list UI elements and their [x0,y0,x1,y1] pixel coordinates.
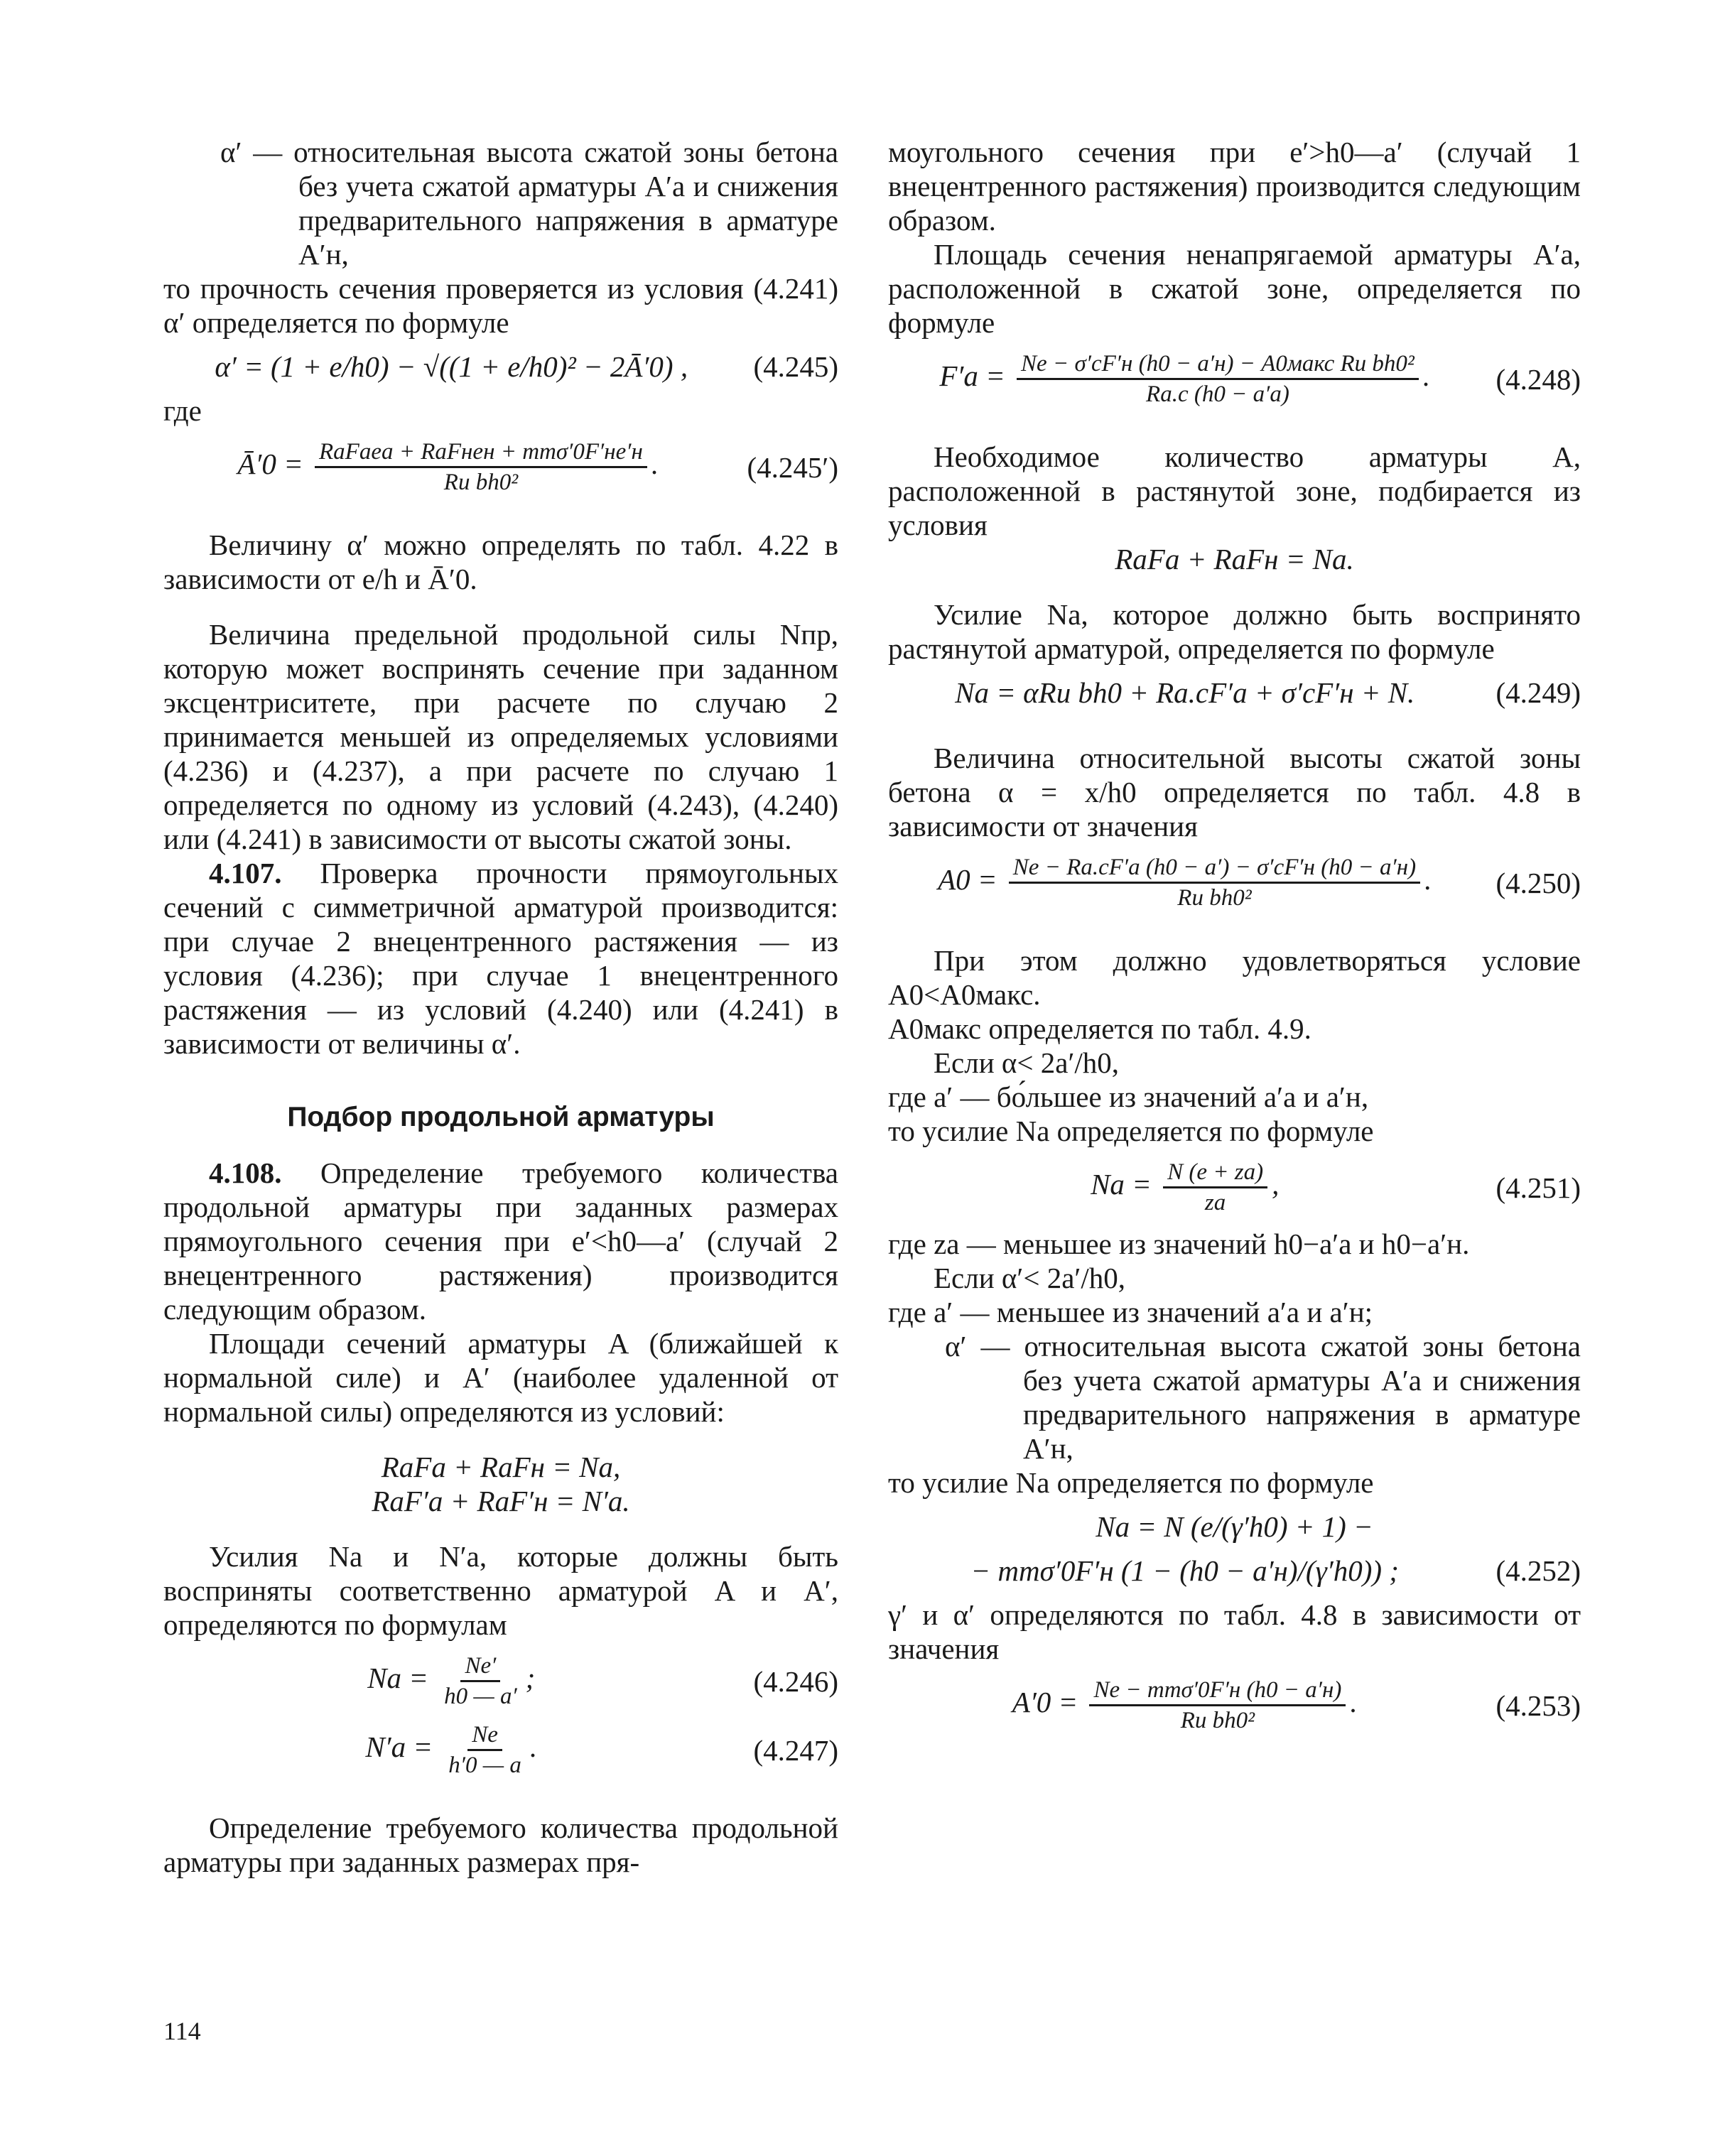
equation-4-252 [888,1554,1581,1588]
equation-4-245 [163,350,838,384]
formula-lhs: A′0 = [1012,1685,1078,1718]
equation-4-246: Nа = $\frac{Ne'}{h0 — a'}$ ; (4.246) [367,1653,838,1709]
paragraph: Усилия Nа и N′а, которые должны быть восприняты соответственно арматурой A и A′, определяются по формулам [163,1540,838,1641]
paragraph: Определение требуемого количества продольной арматуры при заданных размерах пря- [163,1811,838,1878]
equation-4-250: A0 = $\frac{Ne - Rа.сF'а (h0 - a') - \sigma'cF'н (h0 - a'н)}{\text{Rи bh0²}}$ . (4.250) [938,855,1581,911]
paragraph: где a′ — меньшее из значений a′а и a′н; [888,1296,1373,1328]
equation-number: (4.252) [1495,1554,1581,1587]
fraction [1017,350,1419,408]
equation-4-252-line1: Nа = N (e/(γ′h0) + 1) − [1096,1510,1373,1543]
numerator: Ne [467,1721,502,1751]
system-eq-2: RаF′а + RаF′н = N′а. [372,1485,630,1517]
formula-lhs: Nа = [1091,1167,1152,1201]
equation-number: (4.253) [1495,1689,1581,1722]
numerator: N (e + zа) [1163,1158,1267,1188]
equation-number: (4.249) [1495,676,1581,709]
fraction [444,1721,526,1779]
formula-lhs: Ā′0 = [237,447,303,480]
formula: − mтσ′0F′н (1 − (h0 − a′н)/(γ′h0)) ; [970,1554,1399,1587]
numerator: Ne − σ′cF′н (h0 − a′н) − A0макс Rи bh0² [1017,350,1419,380]
denominator: h′0 — a [448,1753,521,1778]
denominator: zа [1204,1190,1226,1215]
formula-lhs: Nа = [367,1661,428,1694]
equation-4-247: N′а = $\frac{Ne}{h'0 — a}$ . (4.247) [365,1722,838,1778]
equation-number: (4.251) [1495,1171,1581,1204]
left-column [163,135,838,1879]
paragraph: моугольного сечения при e′>h0—a′ (случай 1 внецентренного растяжения) производится следующим образом. [888,136,1581,237]
formula: α′ = (1 + e/h0) − √((1 + e/h0)² − 2Ā′0) , [215,350,688,383]
equation-number: (4.248) [1495,362,1581,396]
equation-4-248: F′а = $\frac{\text{Ne − σ′cF′н (h0 − a′н) − A0макс Rи bh0²}}{Rа.с (h0 - a'а)}$ . (4.248) [939,351,1581,407]
formula: Nа = αRи bh0 + Rа.сF′а + σ′cF′н + N. [955,676,1415,709]
page-number: 114 [163,2017,201,2045]
paragraph: Если α< 2a′/h0, [934,1046,1120,1079]
section-4-108: 4.108. Определение требуемого количества продольной арматуры при заданных размерах прямоугольного сечения при e′<h0—a′ (случай 2 внецентренного растяжения) производится следующим образом. [163,1156,838,1326]
paragraph: Усилие Nа, которое должно быть воспринято растянутой арматурой, определяется по формуле [888,598,1581,665]
paragraph: Величину α′ можно определять по табл. 4.22 в зависимости от e/h и Ā′0. [163,529,838,595]
alpha-definition: α′ — относительная высота сжатой зоны бетона без учета сжатой арматуры A′а и снижения предварительного напряжения в арматуре A′н, [220,136,838,271]
system-eq-1: RаFа + RаFн = Nа, [381,1451,621,1483]
equation-number: (4.245′) [747,450,838,484]
denominator: Rи bh0² [1180,1708,1255,1733]
formula-lhs: N′а = [365,1730,433,1763]
numerator: RаFаeа + RаFнeн + mтσ′0F′нe′н [315,438,647,468]
equation-4-253: A′0 = $\frac{\text{Ne − mтσ′0F′н (h0 − a′н)}}{\text{Rи bh0²}}$ . (4.253) [1012,1677,1581,1733]
alpha-definition: α′ — относительная высота сжатой зоны бетона без учета сжатой арматуры A′а и снижения предварительного напряжения в арматуре A′н, [945,1330,1581,1465]
section-number: 4.108. [209,1156,282,1189]
paragraph: γ′ и α′ определяются по табл. 4.8 в зависимости от значения [888,1598,1581,1665]
equation-4-245-prime: Ā′0 = $\frac{\text{RаFаeа + RаFнeн + mтσ′0F′нe′н}}{\text{Rи bh0²}}$ . (4.245′) [237,439,838,495]
numerator: Ne − Rа.сF′а (h0 − a′) − σ′cF′н (h0 − a′н) [1009,853,1420,884]
where-label: где [163,394,202,427]
paragraph: Необходимое количество арматуры A, расположенной в растянутой зоне, подбирается из условия [888,440,1581,541]
equation-number: (4.246) [753,1664,838,1698]
equation-number: (4.250) [1495,866,1581,899]
section-number: 4.107. [209,857,282,889]
paragraph: то усилие Nа определяется по формуле [888,1466,1374,1499]
paragraph: A0макс определяется по табл. 4.9. [888,1012,1311,1045]
paragraph: где zа — меньшее из значений h0−a′а и h0−a′н. [888,1228,1470,1260]
denominator: Rи bh0² [443,470,519,495]
paragraph: Величина относительной высоты сжатой зоны бетона α = x/h0 определяется по табл. 4.8 в зависимости от значения [888,742,1581,843]
fraction [440,1652,521,1711]
equation-4-249 [888,676,1581,710]
equation-number: (4.245) [753,350,838,383]
numerator: Ne′ [460,1652,500,1682]
paragraph: Если α′< 2a′/h0, [934,1262,1126,1294]
right-column [888,135,1581,1745]
denominator: Rи bh0² [1177,885,1252,911]
numerator: Ne − mтσ′0F′н (h0 − a′н) [1089,1676,1346,1706]
paragraph: Величина предельной продольной силы Nпр, которую может воспринять сечение при заданном эксцентриситете, при расчете по случаю 2 принимается меньшей из определяемых условиями (4.236) и (4.237), а при расчете по случаю 1 определяется по одному из условий (4.243), (4.240) или (4.241) в зависимости от высоты сжатой зоны. [163,618,838,855]
system-eq: RаFа + RаFн = Nа. [1115,543,1354,575]
fraction [1163,1158,1267,1217]
fraction [315,438,647,497]
section-4-107: 4.107. Проверка прочности прямоугольных сечений с симметричной арматурой производится: при случае 2 внецентренного растяжения — из условия (4.236); при случае 1 внецентренного растяжения — из условий (4.240) или (4.241) в зависимости от величины α′. [163,857,839,1060]
paragraph: где a′ — бо́льшее из значений a′а и a′н, [888,1080,1369,1113]
paragraph: Площадь сечения ненапрягаемой арматуры A′а, расположенной в сжатой зоне, определяется по формуле [888,238,1581,339]
denominator: Rа.с (h0 − a′а) [1146,381,1289,407]
fraction [1009,853,1420,912]
paragraph: Площади сечений арматуры A (ближайшей к нормальной силе) и A′ (наиболее удаленной от нормальной силы) определяются из условий: [163,1327,838,1428]
formula-lhs: A0 = [938,862,997,896]
denominator: h0 — a′ [444,1684,517,1709]
fraction [1089,1676,1346,1735]
equation-4-251: Nа = $\frac{N (e + zа)}{zа}$ , (4.251) [1091,1159,1581,1215]
paragraph: то прочность сечения проверяется из условия (4.241) α′ определяется по формуле [163,272,838,339]
formula-lhs: F′а = [939,359,1005,392]
section-heading: Подбор продольной арматуры [287,1102,715,1132]
paragraph: то усилие Nа определяется по формуле [888,1115,1374,1147]
paragraph: При этом должно удовлетворяться условие A0<A0макс. [888,944,1581,1011]
equation-number: (4.247) [753,1733,838,1767]
